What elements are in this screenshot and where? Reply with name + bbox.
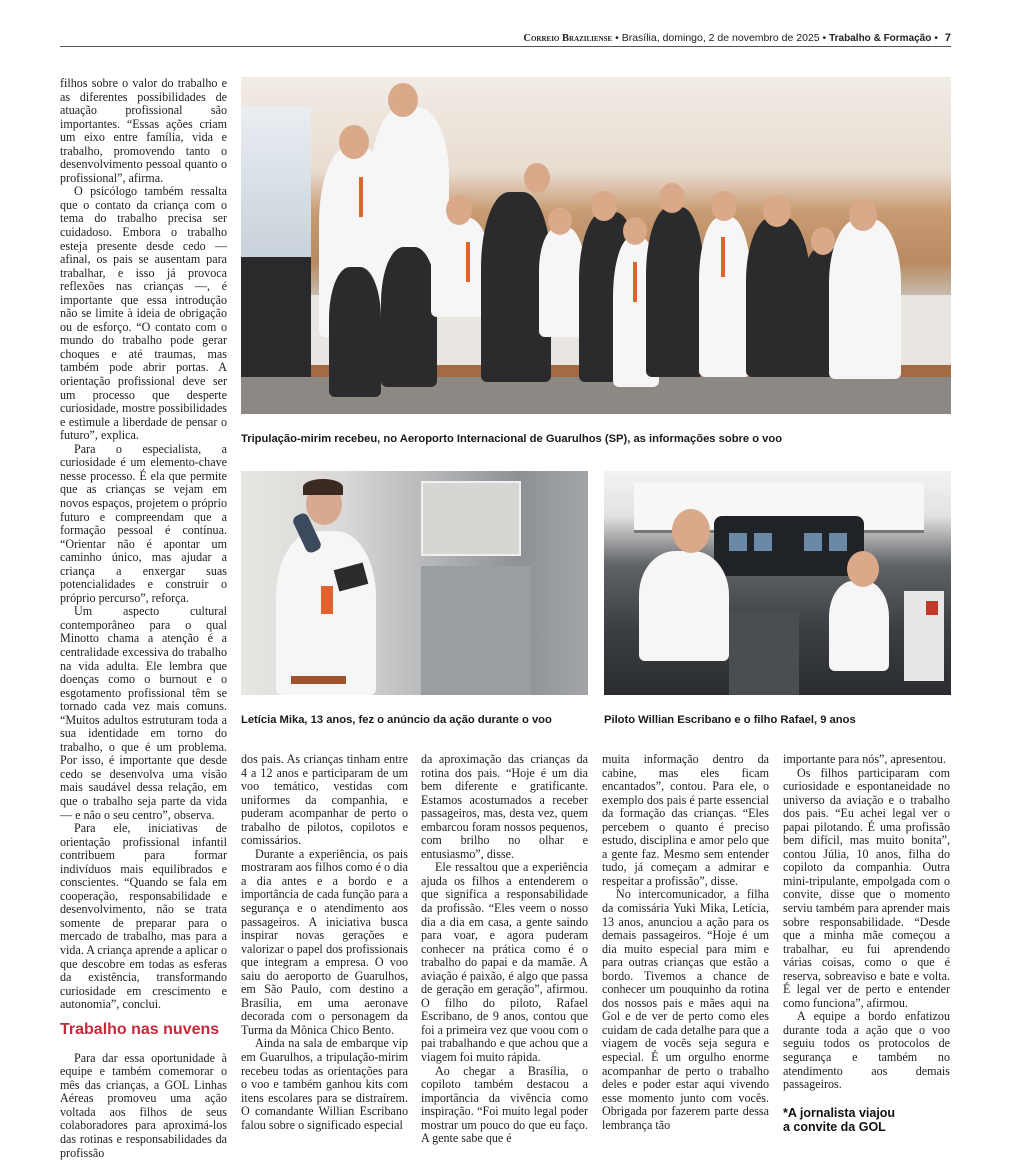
paragraph: A equipe a bordo enfatizou durante toda a ação que o voo seguiu todos os protocolos de segurança e também no atendimento aos demais passageiros. (783, 1009, 950, 1092)
cabin-wall (421, 566, 531, 695)
person-figure (829, 581, 889, 671)
hair (303, 479, 343, 495)
person-figure (829, 219, 901, 379)
flight-attendant-photo (241, 471, 588, 695)
belt (291, 676, 346, 684)
center-pedestal (729, 611, 799, 695)
luggage (241, 257, 311, 387)
photo-caption-main: Tripulação-mirim recebeu, no Aeroporto Internacional de Guarulhos (SP), as informações sobre o voo (241, 433, 783, 445)
person-head (763, 195, 791, 227)
paragraph: Os filhos participaram com curiosidade e espontaneidade no universo da aviação e o trabalho dos pais. “Eu achei legal ver o papai pilotando. É uma profissão bem difícil, mas muito bonita”, contou Júlia, 10 anos, filha do copiloto da companhia. Outra mini-tripulante, empolgada com o convite, disse que o momento serviu também para aprender mais sobre responsabilidade. “Desde que a minha mãe começou a trabalhar, eu fui aprendendo várias coisas, como o que é reserva, sobreaviso e bate e volta. É legal ver de perto e entender como funciona”, afirmou. (783, 765, 950, 1010)
credit-line: *A jornalista viajou (783, 1105, 896, 1120)
person-head (711, 191, 737, 221)
paragraph: Para o especialista, a curiosidade é um elemento-chave nesse processo. É ela que permite que as crianças se vejam em novos espaços, projetem o próprio futuro e compreendam que a formação pessoal é contínua. “Orientar não é apontar um caminho único, mas ajudar a criança a enxergar suas potencialidades e construir o próprio percurso”, reforça. (60, 441, 227, 605)
page-header (60, 31, 951, 47)
scarf (321, 586, 333, 614)
cabin-panel (421, 481, 521, 556)
photo-caption-right: Piloto Willian Escribano e o filho Rafael, 9 anos (604, 714, 856, 726)
header-separator: • (615, 32, 622, 44)
person-head (659, 183, 685, 213)
header-location-date: Brasília, domingo, 2 de novembro de 2025 (621, 32, 820, 44)
article-column-4 (602, 753, 769, 1132)
person-figure (646, 207, 704, 377)
paragraph: Ele ressaltou que a experiência ajuda os filhos a entenderem o que significa a responsabilidade da profissão. “Eles veem o nosso dia a dia em casa, a gente saindo para voar, e agora puderam conhecer na prática como é o trabalho do papai e da mamãe. A aviação é paixão, é algo que passa de geração em geração”, afirmou. O filho do piloto, Rafael Escribano, de 9 anos, contou que foi a primeira vez que voou com o pai trabalhando e que achou que a viagem foi muito rápida. (421, 860, 588, 1065)
paragraph: filhos sobre o valor do trabalho e as diferentes possibilidades de atuação profissional são importantes. “Essas ações criam um eixo entre família, vida e trabalho, promovendo tanto o desenvolvimento pessoal quanto o profissional”, afirma. (60, 76, 227, 185)
window (241, 107, 311, 257)
person-head (548, 207, 572, 235)
photo-caption-left: Letícia Mika, 13 anos, fez o anúncio da ação durante o voo (241, 714, 552, 726)
section-name: Trabalho & Formação (829, 33, 932, 44)
display-screen (804, 533, 822, 551)
person-head (591, 191, 617, 221)
paragraph: Para ele, iniciativas de orientação profissional infantil contribuem para formar indivíduos mais equilibrados e conscientes. “Quando se fala em cooperação, responsabilidade e desenvolvimento, não se trata somente de preparar para o mercado de trabalho, mas para a vida. A criança aprende a aplicar o que descobre em todas as esferas da existência, transformando curiosidade em crescimento e autonomia”, conclui. (60, 821, 227, 1012)
cockpit-side-panel (904, 591, 944, 681)
paragraph: muita informação dentro da cabine, mas eles ficam encantados”, contou. Para ele, o exemplo dos pais é parte essencial da formação das crianças. “Eles percebem o quanto é preciso estudo, disciplina e amor pelo que a gente faz. Mesmo sem entender tudo, já começam a admirar e respeitar a profissão”, disse. (602, 752, 769, 888)
paragraph: Ao chegar a Brasília, o copiloto também destacou a importância da vivência como inspiração. “Foi muito legal poder mostrar um pouco do que eu faço. A gente sabe que é (421, 1063, 588, 1146)
paragraph: da aproximação das crianças da rotina dos pais. “Hoje é um dia bem diferente e gratificante. Estamos acostumados a receber passageiros, mas, desta vez, quem embarcou foram nossos pequenos, com brilho no olhar e entusiasmo”, disse. (421, 752, 588, 861)
newspaper-brand: Correio Braziliense (523, 33, 613, 44)
article-column-5 (783, 753, 950, 1134)
paragraph: importante para nós”, apresentou. (783, 752, 946, 766)
person-head (623, 217, 647, 245)
display-screen (754, 533, 772, 551)
group-photo (241, 77, 951, 414)
page-number: 7 (944, 32, 951, 44)
article-column-3 (421, 753, 588, 1146)
paragraph: Para dar essa oportunidade à equipe e também comemorar o mês das crianças, a GOL Linhas Aéreas promoveu uma ação voltada aos filhos de seus colaboradores para aproximá-los das rotinas e responsabilidades da profissão (60, 1050, 227, 1160)
person-head (446, 195, 472, 225)
paragraph: Durante a experiência, os pais mostraram aos filhos como é o dia a dia antes e a bordo e a importância de cada função para a segurança e o atendimento aos passageiros. A iniciativa busca inspirar novas gerações e valorizar o papel dos profissionais que integram a empresa. O voo saiu do aeroporto de Guarulhos, em São Paulo, com destino a Brasília, em uma aeronave decorada com o personagem da Turma da Mônica Chico Bento. (241, 846, 408, 1037)
person-head (339, 125, 369, 159)
person-head (811, 227, 835, 255)
lanyard (466, 242, 470, 282)
article-column-1 (60, 77, 227, 1160)
credit-line: a convite da GOL (783, 1119, 886, 1134)
display-screen (829, 533, 847, 551)
red-placard (926, 601, 938, 615)
header-separator: • (822, 32, 830, 44)
article-column-2 (241, 753, 408, 1132)
paragraph: O psicólogo também ressalta que o contato da criança com o tema do trabalho precisa ser cuidadoso. Embora o trabalho esteja presente desde cedo — afinal, os pais se ausentam para trabalhar, e isso já provoca reflexões nas crianças —, é importante que essa introdução não se limite à ideia de obrigação ou de esforço. “O contato com o mundo do trabalho pode gerar choques e até traumas, mas também pode abrir portas. A orientação profissional deve ser um processo que desperte curiosidade, mostre possibilidades e estimule a liberdade de pensar o futuro”, explica. (60, 184, 227, 443)
paragraph: No intercomunicador, a filha da comissária Yuki Mika, Letícia, 13 anos, anunciou a ação para os demais passageiros. “Hoje é um dia muito especial para mim e para outras crianças que estão a bordo. Tivemos a chance de conhecer um pouquinho da rotina dos nossos pais e mães aqui na Gol e de ver de perto como eles cuidam de cada detalhe para que a viagem de vocês seja segura e especial. É um orgulho enorme acompanhar de perto o trabalho deles e poder estar aqui vivendo esse momento junto com vocês. Obrigada por fazerem parte dessa lembrança tão (602, 887, 769, 1132)
display-screen (729, 533, 747, 551)
person-head (847, 551, 879, 587)
lanyard (721, 237, 725, 277)
person-figure (699, 217, 751, 377)
person-figure (639, 551, 729, 661)
cockpit-photo (604, 471, 951, 695)
lanyard (633, 262, 637, 302)
person-figure (381, 247, 437, 387)
person-head (524, 163, 550, 193)
author-credit (783, 1106, 950, 1134)
person-figure (329, 267, 381, 397)
paragraph: Um aspecto cultural contemporâneo para o qual Minotto chama a atenção é a centralidade excessiva do trabalho na vida adulta. Ele lembra que doenças como o burnout e o esgotamento profissional têm se tornado cada vez mais comuns. “Muitos adultos estruturam toda a sua identidade em torno do trabalho, o que é um problema. Por isso, é importante que desde cedo se desenvolva uma visão mais saudável dessa relação, em que o trabalho seja parte da vida — e não o seu centro”, observa. (60, 604, 227, 822)
person-head (672, 509, 710, 553)
paragraph: Ainda na sala de embarque vip em Guarulhos, a tripulação-mirim recebeu todas as orientações para o voo e também ganhou kits com itens escolares para se distraírem. O comandante Willian Escribano falou sobre o significado especial (241, 1036, 408, 1132)
person-head (849, 199, 877, 231)
paragraph: dos pais. As crianças tinham entre 4 a 12 anos e participaram de um voo temático, vestidas com uniformes da companhia, e puderam acompanhar de perto o trabalho de pilotos, copilotos e comissários. (241, 752, 408, 848)
header-separator: • (934, 32, 941, 44)
subheading: Trabalho nas nuvens (60, 1020, 220, 1038)
lanyard (359, 177, 363, 217)
person-head (388, 83, 418, 117)
